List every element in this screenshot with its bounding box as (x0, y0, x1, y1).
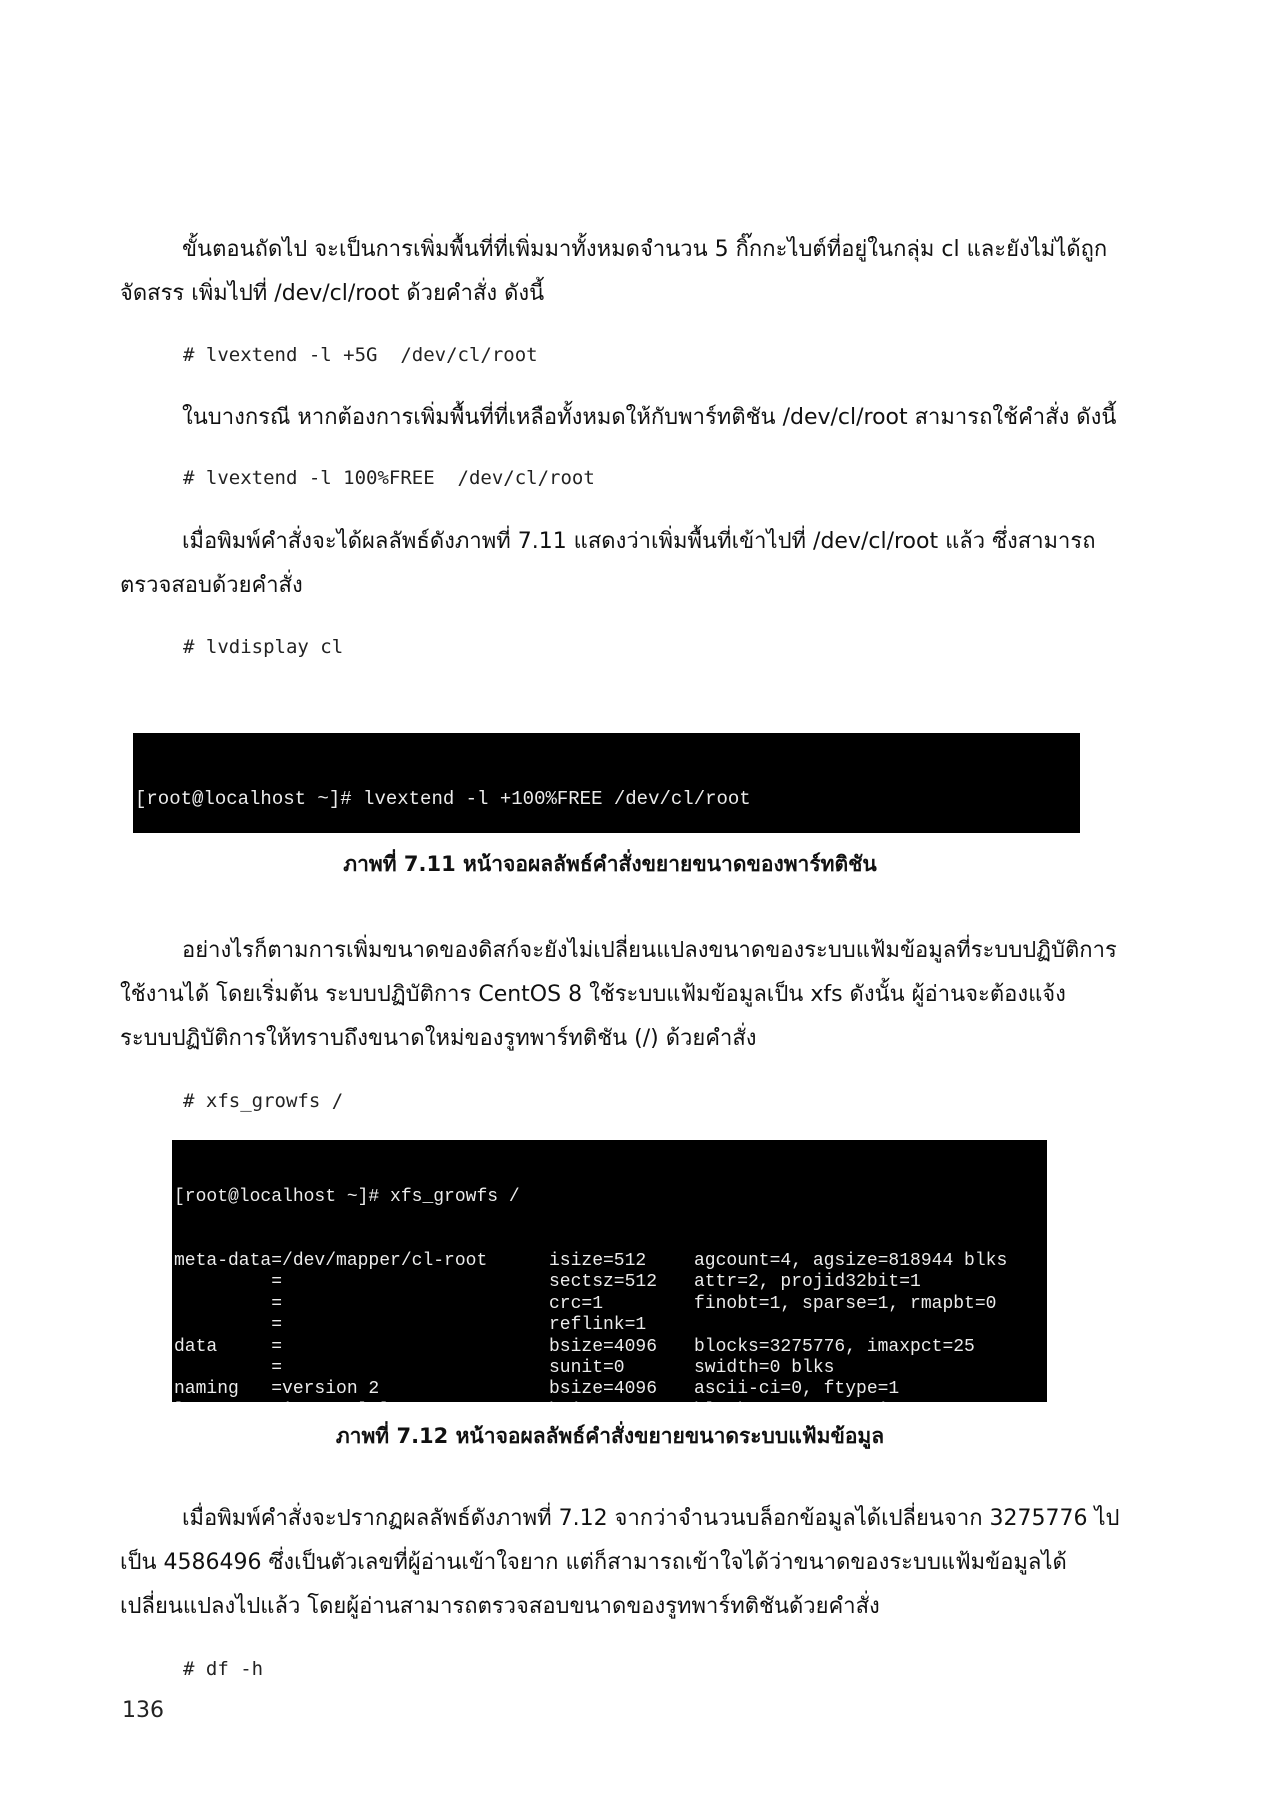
terminal-info-row (174, 1294, 1047, 1315)
terminal-cell: sunit=0 (549, 1357, 625, 1378)
page-number: 136 (122, 1698, 164, 1723)
terminal-info-row (174, 1358, 1047, 1379)
figure-caption-7-12: ภาพที่ 7.12 หน้าจอผลลัพธ์คำสั่งขยายขนาดระบบแฟ้มข้อมูล (335, 1424, 885, 1448)
terminal-screenshot-lvextend (133, 733, 1080, 833)
command-lvdisplay: # lvdisplay cl (183, 636, 344, 658)
terminal-cell: bsize=4096 (549, 1379, 658, 1400)
terminal-info-row (174, 1401, 1047, 1402)
terminal-cell: bsize=4096 (549, 1336, 658, 1357)
terminal-cell: = (174, 1293, 283, 1314)
terminal-cell (694, 1401, 932, 1402)
terminal-info-row (174, 1272, 1047, 1293)
paragraph-use-all-space: ในบางกรณี หากต้องการเพิ่มพื้นที่ที่เหลือทั้งหมดให้กับพาร์ทติชัน /dev/cl/root สามารถใช้คำสั่ง ดังนี้ (182, 405, 1117, 430)
terminal-cell: ascii-ci=0, ftype=1 (694, 1379, 900, 1400)
terminal-prompt-line: [root@localhost ~]# xfs_growfs / (174, 1186, 520, 1207)
terminal-info-row (174, 1379, 1047, 1400)
terminal-info-row (174, 1337, 1047, 1358)
terminal-cell: attr=2, projid32bit=1 (694, 1272, 921, 1293)
terminal-cell (174, 1401, 412, 1402)
terminal-line: [root@localhost ~]# lvextend -l +100%FREE /dev/cl/root (135, 788, 751, 810)
terminal-cell: = (174, 1315, 283, 1336)
paragraph-result-check: เมื่อพิมพ์คำสั่งจะได้ผลลัพธ์ดังภาพที่ 7.11 แสดงว่าเพิ่มพื้นที่เข้าไปที่ /dev/cl/root แล้ว ซึ่งสามารถ ตรวจสอบด้วยคำสั่ง (120, 529, 1096, 598)
terminal-info-row (174, 1251, 1047, 1272)
terminal-cell: crc=1 (549, 1293, 604, 1314)
terminal-cell: swidth=0 blks (694, 1357, 835, 1378)
terminal-cell: data = (174, 1336, 283, 1357)
terminal-cell: isize=512 (549, 1251, 647, 1272)
command-df-h: # df -h (183, 1658, 264, 1680)
terminal-info-row (174, 1315, 1047, 1336)
terminal-cell: agcount=4, agsize=818944 blks (694, 1251, 1008, 1272)
terminal-cell: finobt=1, sparse=1, rmapbt=0 (694, 1293, 997, 1314)
figure-caption-7-11: ภาพที่ 7.11 หน้าจอผลลัพธ์คำสั่งขยายขนาดของพาร์ทติชัน (343, 852, 877, 876)
terminal-cell (549, 1401, 657, 1402)
terminal-cell: blocks=3275776, imaxpct=25 (694, 1336, 975, 1357)
command-lvextend-100-free: # lvextend -l 100%FREE /dev/cl/root (183, 467, 595, 489)
paragraph-blocks-changed: เมื่อพิมพ์คำสั่งจะปรากฏผลลัพธ์ดังภาพที่ 7.12 จากว่าจำนวนบล็อกข้อมูลได้เปลี่ยนจาก 3275776 ไป เป็น 4586496 ซึ่งเป็นตัวเลขที่ผู้อ่านเข้าใจยาก แต่ก็สามารถเข้าใจได้ว่าขนาดของระบบแฟ้มข้อมูลได้ เปลี่ยนแปลงไปแล้ว โดยผู้อ่านสามารถตรวจสอบขนาดของรูทพาร์ทติชันด้วยคำสั่ง (120, 1506, 1120, 1619)
paragraph-add-space: ขั้นตอนถัดไป จะเป็นการเพิ่มพื้นที่ที่เพิ่มมาทั้งหมดจำนวน 5 กิ๊กกะไบต์ที่อยู่ในกลุ่ม cl และยังไม่ได้ถูก จัดสรร เพิ่มไปที่ /dev/cl/root ด้วยคำสั่ง ดังนี้ (120, 237, 1108, 306)
paragraph-filesystem-resize: อย่างไรก็ตามการเพิ่มขนาดของดิสก์จะยังไม่เปลี่ยนแปลงขนาดของระบบแฟ้มข้อมูลที่ระบบปฏิบัติการ ใช้งานได้ โดยเริ่มต้น ระบบปฏิบัติการ CentOS 8 ใช้ระบบแฟ้มข้อมูลเป็น xfs ดังนั้น ผู้อ่านจะต้องแจ้ง ระบบปฏิบัติการให้ทราบถึงขนาดใหม่ของรูทพาร์ทติชัน (/) ด้วยคำสั่ง (120, 938, 1117, 1051)
terminal-cell: sectsz=512 (549, 1272, 658, 1293)
terminal-cell: meta-data=/dev/mapper/cl-root (174, 1251, 488, 1272)
terminal-cell: = (174, 1357, 283, 1378)
command-lvextend-5g: # lvextend -l +5G /dev/cl/root (183, 344, 538, 366)
terminal-cell: naming =version 2 (174, 1379, 380, 1400)
terminal-cell: = (174, 1272, 283, 1293)
command-xfs-growfs: # xfs_growfs / (183, 1090, 344, 1112)
terminal-cell: reflink=1 (549, 1315, 647, 1336)
terminal-screenshot-xfs-growfs (172, 1140, 1047, 1402)
